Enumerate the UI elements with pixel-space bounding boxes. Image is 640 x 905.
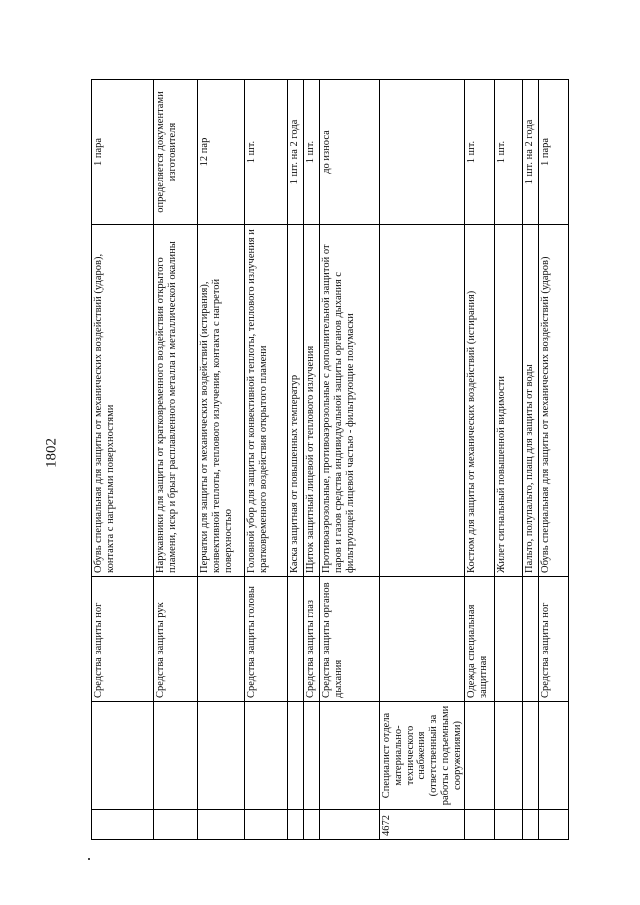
table-row (304, 80, 320, 840)
cell-profession (288, 702, 304, 810)
cell-ppe-item: Обувь специальная для защиты от механических воздействий (ударов), контакта с нагретыми поверхностями (92, 225, 154, 577)
cell-ppe-item: Костюм для защиты от механических воздействий (истирания) (465, 225, 495, 577)
table-row (198, 80, 245, 840)
cell-profession (154, 702, 198, 810)
cell-ppe-item: Нарукавники для защиты от кратковременного воздействия открытого пламени, искр и брызг расплавленного металла и металлической окалины (154, 225, 198, 577)
cell-ppe-category: Средства защиты органов дыхания (320, 577, 380, 702)
cell-norm: 1 шт. (245, 80, 288, 225)
cell-ppe-item (380, 225, 465, 577)
cell-norm: 1 шт. на 2 года (523, 80, 539, 225)
cell-number (539, 810, 569, 840)
cell-ppe-item: Жилет сигнальный повышенной видимости (495, 225, 523, 577)
table-row (288, 80, 304, 840)
cell-ppe-item: Пальто, полупальто, плащ для защиты от воды (523, 225, 539, 577)
cell-profession (465, 702, 495, 810)
cell-profession (198, 702, 245, 810)
cell-norm: определяется документами изготовителя (154, 80, 198, 225)
table-row (539, 80, 569, 840)
table-viewport (91, 80, 552, 840)
table-row (92, 80, 154, 840)
cell-number (320, 810, 380, 840)
ppe-norms-table (91, 79, 569, 840)
cell-ppe-category: Средства защиты глаз (304, 577, 320, 702)
table-row (245, 80, 288, 840)
cell-ppe-category: Одежда специальная защитная (465, 577, 495, 702)
cell-ppe-item: Перчатки для защиты от механических воздействий (истирания), конвективной теплоты, теплового излучения, контакта с нагретой поверхностью (198, 225, 245, 577)
cell-norm: 12 пар (198, 80, 245, 225)
cell-number (495, 810, 523, 840)
cell-number (288, 810, 304, 840)
cell-profession (245, 702, 288, 810)
cell-norm: 1 шт. на 2 года (288, 80, 304, 225)
cell-norm: 1 шт. (465, 80, 495, 225)
table-row (495, 80, 523, 840)
cell-number (304, 810, 320, 840)
rotated-table-frame (91, 80, 552, 840)
cell-norm (380, 80, 465, 225)
cell-ppe-item: Щиток защитный лицевой от теплового излучения (304, 225, 320, 577)
cell-ppe-category (380, 577, 465, 702)
cell-profession (304, 702, 320, 810)
cell-norm: 1 шт. (304, 80, 320, 225)
table-row (320, 80, 380, 840)
cell-ppe-category (495, 577, 523, 702)
table-row (523, 80, 539, 840)
cell-ppe-category: Средства защиты головы (245, 577, 288, 702)
cell-profession (495, 702, 523, 810)
cell-profession (523, 702, 539, 810)
table-row (380, 80, 465, 840)
cell-norm: до износа (320, 80, 380, 225)
cell-ppe-category (198, 577, 245, 702)
cell-number (465, 810, 495, 840)
cell-profession (539, 702, 569, 810)
cell-ppe-category (288, 577, 304, 702)
scan-speck (88, 858, 90, 860)
cell-number: 4672 (380, 810, 465, 840)
cell-norm: 1 пара (92, 80, 154, 225)
cell-profession (92, 702, 154, 810)
cell-number (198, 810, 245, 840)
cell-number (523, 810, 539, 840)
cell-ppe-category: Средства защиты ног (92, 577, 154, 702)
cell-ppe-category: Средства защиты рук (154, 577, 198, 702)
cell-ppe-item: Каска защитная от повышенных температур (288, 225, 304, 577)
cell-norm: 1 пара (539, 80, 569, 225)
cell-number (245, 810, 288, 840)
cell-profession (320, 702, 380, 810)
cell-number (92, 810, 154, 840)
cell-ppe-category (523, 577, 539, 702)
cell-number (154, 810, 198, 840)
cell-profession: Специалист отдела материально-технического снабжения (ответственный за работы с подъемными сооружениями) (380, 702, 465, 810)
cell-norm: 1 шт. (495, 80, 523, 225)
table-row (154, 80, 198, 840)
cell-ppe-item: Обувь специальная для защиты от механических воздействий (ударов) (539, 225, 569, 577)
cell-ppe-category: Средства защиты ног (539, 577, 569, 702)
cell-ppe-item: Головной убор для защиты от конвективной теплоты, теплового излучения и кратковременного воздействия открытого пламени (245, 225, 288, 577)
cell-ppe-item: Противоаэрозольные, противоаэрозольные с дополнительной защитой от паров и газов средства индивидуальной защиты органов дыхания с фильтрующей лицевой частью - фильтрующие полумаски (320, 225, 380, 577)
table-row (465, 80, 495, 840)
page-number-text: 1802 (43, 438, 60, 468)
